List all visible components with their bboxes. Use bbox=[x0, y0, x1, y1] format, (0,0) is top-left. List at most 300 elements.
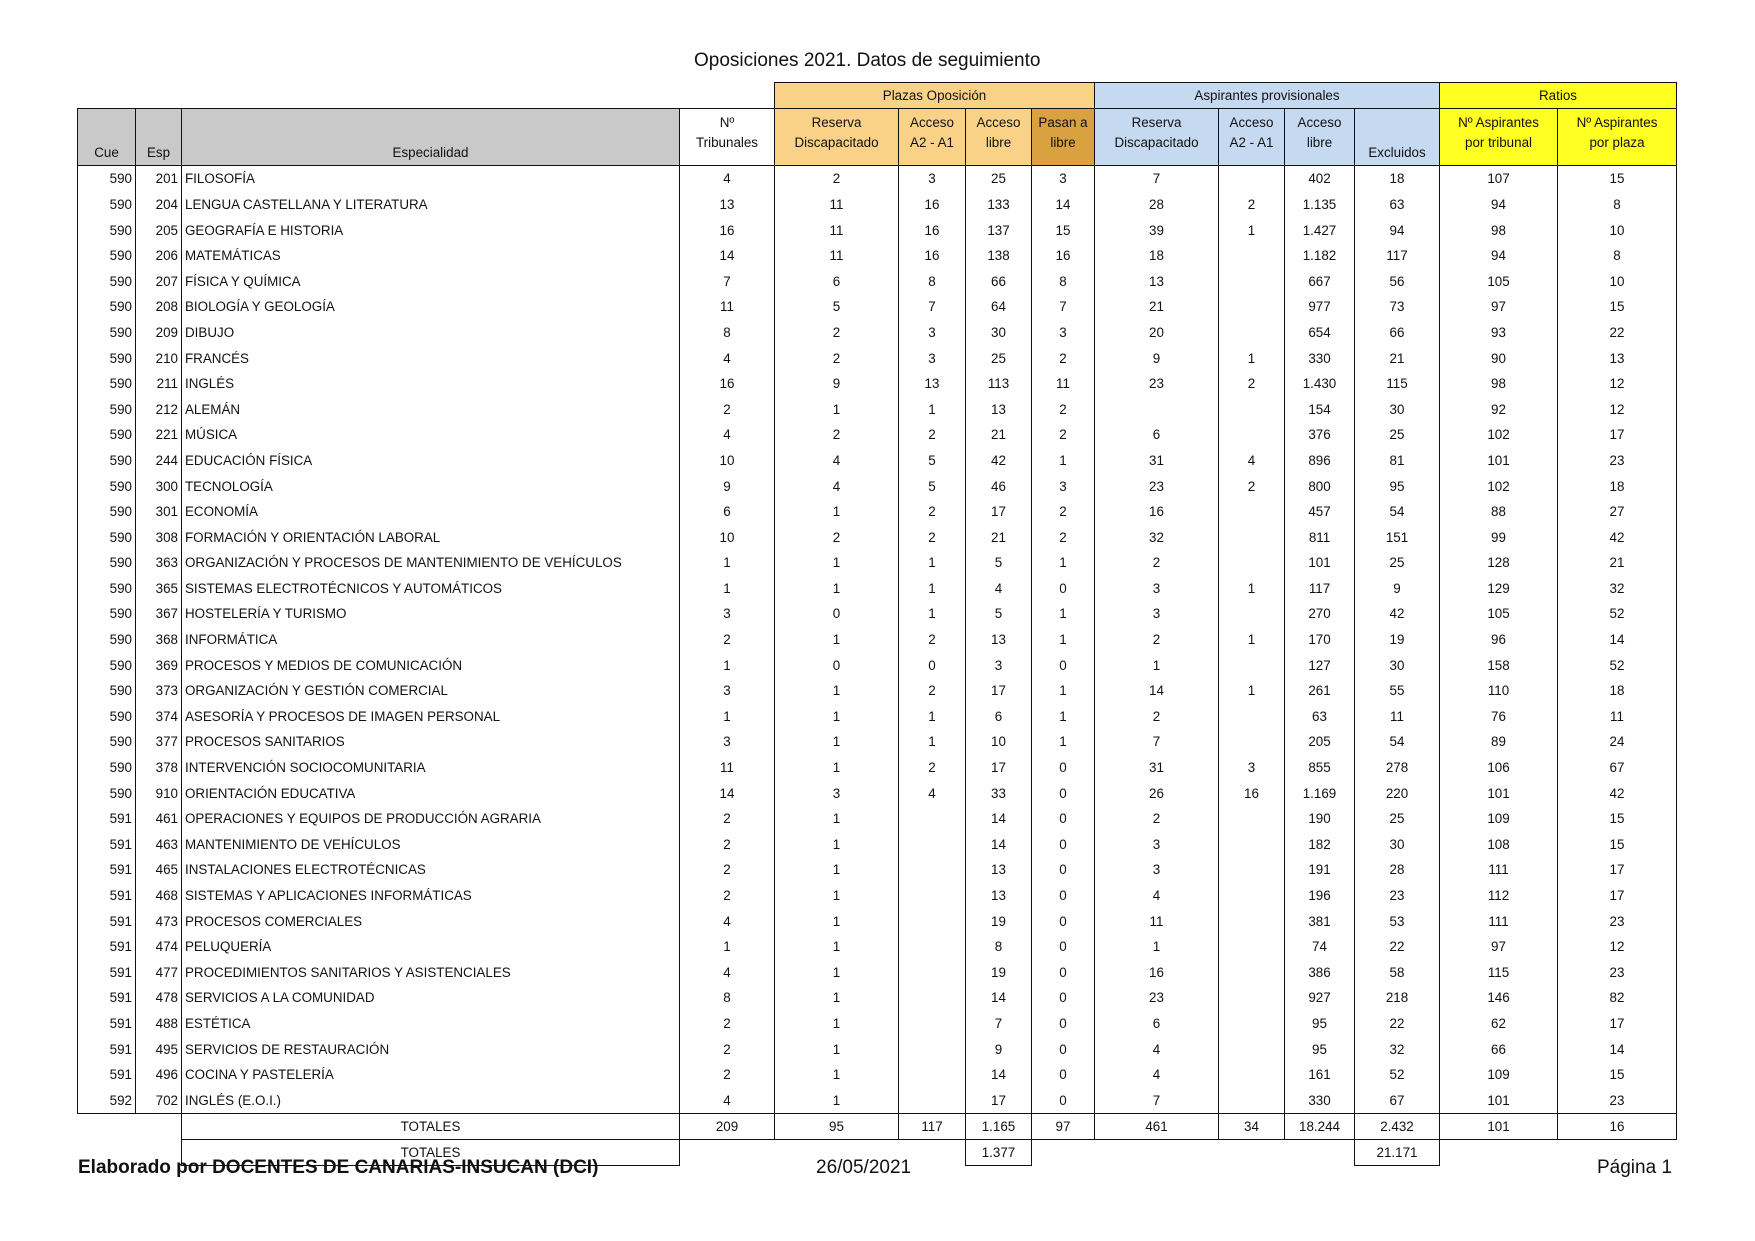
cell-pl-libre: 5 bbox=[966, 601, 1032, 627]
cell-pl-a2a1: 2 bbox=[899, 678, 966, 704]
cell-as-libre: 127 bbox=[1285, 652, 1355, 678]
cell-tribunales: 1 bbox=[680, 576, 775, 602]
cell-ratio-plaza: 23 bbox=[1558, 1087, 1677, 1113]
cell-pl-reserva: 2 bbox=[775, 422, 899, 448]
cell-ratio-plaza: 8 bbox=[1558, 243, 1677, 269]
cell-pl-reserva: 1 bbox=[775, 396, 899, 422]
cell-pl-a2a1: 3 bbox=[899, 345, 966, 371]
cell-esp: 463 bbox=[136, 832, 182, 858]
totals-pl-libre: 1.165 bbox=[966, 1114, 1032, 1140]
cell-ratio-plaza: 23 bbox=[1558, 448, 1677, 474]
cell-especialidad: MANTENIMIENTO DE VEHÍCULOS bbox=[182, 832, 680, 858]
cell-pl-libre: 14 bbox=[966, 985, 1032, 1011]
cell-ratio-tribunal: 96 bbox=[1440, 627, 1558, 653]
cell-as-reserva: 7 bbox=[1095, 166, 1219, 192]
cell-esp: 488 bbox=[136, 1011, 182, 1037]
cell-pl-libre: 13 bbox=[966, 883, 1032, 909]
cell-as-libre: 270 bbox=[1285, 601, 1355, 627]
cell-excluidos: 18 bbox=[1355, 166, 1440, 192]
cell-cue: 591 bbox=[78, 1011, 136, 1037]
cell-as-a2a1 bbox=[1219, 1087, 1285, 1113]
cell-ratio-plaza: 22 bbox=[1558, 320, 1677, 346]
cell-ratio-tribunal: 105 bbox=[1440, 601, 1558, 627]
cell-tribunales: 2 bbox=[680, 396, 775, 422]
cell-as-libre: 855 bbox=[1285, 755, 1355, 781]
cell-as-a2a1 bbox=[1219, 166, 1285, 192]
cell-pl-a2a1 bbox=[899, 934, 966, 960]
cell-especialidad: DIBUJO bbox=[182, 320, 680, 346]
cell-pl-a2a1: 2 bbox=[899, 627, 966, 653]
data-table bbox=[77, 82, 1677, 1166]
cell-cue: 591 bbox=[78, 934, 136, 960]
cell-especialidad: FRANCÉS bbox=[182, 345, 680, 371]
cell-pl-reserva: 1 bbox=[775, 985, 899, 1011]
table-row bbox=[78, 448, 1677, 474]
cell-pl-libre: 14 bbox=[966, 832, 1032, 858]
cell-tribunales: 9 bbox=[680, 473, 775, 499]
cell-pl-libre: 19 bbox=[966, 908, 1032, 934]
cell-esp: 212 bbox=[136, 396, 182, 422]
cell-as-reserva: 14 bbox=[1095, 678, 1219, 704]
cell-tribunales: 7 bbox=[680, 268, 775, 294]
cell-esp: 702 bbox=[136, 1087, 182, 1113]
cell-pl-libre: 46 bbox=[966, 473, 1032, 499]
table-row bbox=[78, 550, 1677, 576]
table-row bbox=[78, 1062, 1677, 1088]
col-cue: Cue bbox=[78, 109, 136, 166]
cell-pasan: 0 bbox=[1032, 857, 1095, 883]
col-pl-a2a1: Acceso A2 - A1 bbox=[899, 109, 966, 166]
cell-cue: 590 bbox=[78, 192, 136, 218]
cell-pl-reserva: 1 bbox=[775, 1062, 899, 1088]
cell-tribunales: 10 bbox=[680, 524, 775, 550]
cell-as-libre: 376 bbox=[1285, 422, 1355, 448]
cell-as-a2a1 bbox=[1219, 422, 1285, 448]
footer-date: 26/05/2021 bbox=[816, 1157, 912, 1178]
cell-ratio-plaza: 82 bbox=[1558, 985, 1677, 1011]
cell-pasan: 1 bbox=[1032, 448, 1095, 474]
cell-cue: 591 bbox=[78, 960, 136, 986]
cell-ratio-plaza: 8 bbox=[1558, 192, 1677, 218]
table-row bbox=[78, 499, 1677, 525]
cell-ratio-tribunal: 109 bbox=[1440, 1062, 1558, 1088]
cell-cue: 590 bbox=[78, 396, 136, 422]
cell-tribunales: 2 bbox=[680, 806, 775, 832]
cell-tribunales: 2 bbox=[680, 857, 775, 883]
cell-as-reserva: 21 bbox=[1095, 294, 1219, 320]
table-row bbox=[78, 908, 1677, 934]
cell-ratio-plaza: 18 bbox=[1558, 473, 1677, 499]
cell-as-reserva: 28 bbox=[1095, 192, 1219, 218]
col-pl-reserva: Reserva Discapacitado bbox=[775, 109, 899, 166]
cell-as-reserva: 2 bbox=[1095, 806, 1219, 832]
cell-as-a2a1: 2 bbox=[1219, 473, 1285, 499]
cell-excluidos: 81 bbox=[1355, 448, 1440, 474]
cell-as-a2a1 bbox=[1219, 550, 1285, 576]
cell-pl-reserva: 2 bbox=[775, 345, 899, 371]
cell-as-reserva: 2 bbox=[1095, 627, 1219, 653]
cell-ratio-tribunal: 109 bbox=[1440, 806, 1558, 832]
cell-tribunales: 2 bbox=[680, 832, 775, 858]
cell-pl-a2a1: 8 bbox=[899, 268, 966, 294]
cell-pasan: 0 bbox=[1032, 908, 1095, 934]
table-row bbox=[78, 268, 1677, 294]
cell-ratio-tribunal: 129 bbox=[1440, 576, 1558, 602]
cell-pl-libre: 6 bbox=[966, 704, 1032, 730]
cell-as-reserva: 7 bbox=[1095, 1087, 1219, 1113]
cell-cue: 590 bbox=[78, 678, 136, 704]
cell-pl-libre: 14 bbox=[966, 806, 1032, 832]
cell-as-a2a1: 3 bbox=[1219, 755, 1285, 781]
cell-tribunales: 1 bbox=[680, 934, 775, 960]
cell-ratio-tribunal: 112 bbox=[1440, 883, 1558, 909]
cell-pl-reserva: 9 bbox=[775, 371, 899, 397]
cell-cue: 590 bbox=[78, 294, 136, 320]
cell-as-a2a1 bbox=[1219, 883, 1285, 909]
cell-ratio-tribunal: 115 bbox=[1440, 960, 1558, 986]
cell-esp: 308 bbox=[136, 524, 182, 550]
cell-pasan: 2 bbox=[1032, 499, 1095, 525]
cell-esp: 201 bbox=[136, 166, 182, 192]
table-row bbox=[78, 243, 1677, 269]
cell-especialidad: SERVICIOS A LA COMUNIDAD bbox=[182, 985, 680, 1011]
cell-ratio-tribunal: 110 bbox=[1440, 678, 1558, 704]
cell-pl-a2a1 bbox=[899, 806, 966, 832]
cell-esp: 208 bbox=[136, 294, 182, 320]
table-row bbox=[78, 217, 1677, 243]
cell-as-libre: 196 bbox=[1285, 883, 1355, 909]
cell-pl-reserva: 1 bbox=[775, 806, 899, 832]
cell-esp: 369 bbox=[136, 652, 182, 678]
cell-tribunales: 10 bbox=[680, 448, 775, 474]
cell-as-libre: 927 bbox=[1285, 985, 1355, 1011]
cell-as-a2a1: 1 bbox=[1219, 678, 1285, 704]
cell-as-libre: 205 bbox=[1285, 729, 1355, 755]
cell-pl-libre: 13 bbox=[966, 396, 1032, 422]
cell-excluidos: 54 bbox=[1355, 729, 1440, 755]
cell-pasan: 2 bbox=[1032, 524, 1095, 550]
cell-esp: 300 bbox=[136, 473, 182, 499]
cell-especialidad: SISTEMAS Y APLICACIONES INFORMÁTICAS bbox=[182, 883, 680, 909]
col-as-libre: Acceso libre bbox=[1285, 109, 1355, 166]
footer-author: Elaborado por DOCENTES DE CANARIAS-INSUCAN (DCI) bbox=[78, 1157, 599, 1178]
cell-as-a2a1: 1 bbox=[1219, 627, 1285, 653]
cell-ratio-plaza: 18 bbox=[1558, 678, 1677, 704]
cell-as-libre: 63 bbox=[1285, 704, 1355, 730]
cell-cue: 591 bbox=[78, 1062, 136, 1088]
cell-as-a2a1 bbox=[1219, 499, 1285, 525]
cell-pl-a2a1: 2 bbox=[899, 524, 966, 550]
cell-pl-libre: 13 bbox=[966, 857, 1032, 883]
cell-cue: 591 bbox=[78, 908, 136, 934]
cell-pl-reserva: 1 bbox=[775, 857, 899, 883]
cell-as-reserva: 3 bbox=[1095, 857, 1219, 883]
cell-tribunales: 1 bbox=[680, 652, 775, 678]
cell-esp: 465 bbox=[136, 857, 182, 883]
cell-as-reserva: 31 bbox=[1095, 448, 1219, 474]
totals-pasan: 97 bbox=[1032, 1114, 1095, 1140]
cell-as-libre: 261 bbox=[1285, 678, 1355, 704]
cell-as-reserva: 6 bbox=[1095, 1011, 1219, 1037]
cell-excluidos: 32 bbox=[1355, 1036, 1440, 1062]
cell-as-reserva: 20 bbox=[1095, 320, 1219, 346]
cell-ratio-plaza: 14 bbox=[1558, 627, 1677, 653]
cell-excluidos: 278 bbox=[1355, 755, 1440, 781]
cell-as-reserva: 16 bbox=[1095, 499, 1219, 525]
cell-especialidad: FORMACIÓN Y ORIENTACIÓN LABORAL bbox=[182, 524, 680, 550]
cell-as-libre: 1.169 bbox=[1285, 780, 1355, 806]
cell-ratio-plaza: 15 bbox=[1558, 832, 1677, 858]
cell-as-a2a1 bbox=[1219, 243, 1285, 269]
cell-as-libre: 667 bbox=[1285, 268, 1355, 294]
cell-pl-libre: 21 bbox=[966, 524, 1032, 550]
cell-esp: 206 bbox=[136, 243, 182, 269]
cell-pl-libre: 14 bbox=[966, 1062, 1032, 1088]
table-row bbox=[78, 780, 1677, 806]
cell-excluidos: 95 bbox=[1355, 473, 1440, 499]
cell-pl-libre: 25 bbox=[966, 166, 1032, 192]
cell-pasan: 16 bbox=[1032, 243, 1095, 269]
cell-as-a2a1 bbox=[1219, 985, 1285, 1011]
cell-pl-reserva: 1 bbox=[775, 883, 899, 909]
cell-pasan: 1 bbox=[1032, 729, 1095, 755]
cell-pl-libre: 19 bbox=[966, 960, 1032, 986]
cell-cue: 590 bbox=[78, 422, 136, 448]
cell-esp: 363 bbox=[136, 550, 182, 576]
cell-pl-reserva: 1 bbox=[775, 755, 899, 781]
cell-ratio-plaza: 11 bbox=[1558, 704, 1677, 730]
cell-cue: 590 bbox=[78, 499, 136, 525]
cell-as-reserva: 23 bbox=[1095, 985, 1219, 1011]
cell-as-a2a1: 4 bbox=[1219, 448, 1285, 474]
cell-ratio-plaza: 10 bbox=[1558, 217, 1677, 243]
cell-ratio-plaza: 24 bbox=[1558, 729, 1677, 755]
cell-esp: 301 bbox=[136, 499, 182, 525]
cell-especialidad: FÍSICA Y QUÍMICA bbox=[182, 268, 680, 294]
table-row bbox=[78, 755, 1677, 781]
cell-especialidad: INGLÉS (E.O.I.) bbox=[182, 1087, 680, 1113]
cell-pasan: 1 bbox=[1032, 601, 1095, 627]
cell-esp: 910 bbox=[136, 780, 182, 806]
cell-pl-libre: 10 bbox=[966, 729, 1032, 755]
cell-esp: 221 bbox=[136, 422, 182, 448]
cell-pasan: 0 bbox=[1032, 1087, 1095, 1113]
cell-ratio-plaza: 17 bbox=[1558, 857, 1677, 883]
cell-pl-reserva: 6 bbox=[775, 268, 899, 294]
cell-ratio-tribunal: 97 bbox=[1440, 294, 1558, 320]
cell-ratio-tribunal: 97 bbox=[1440, 934, 1558, 960]
cell-pasan: 0 bbox=[1032, 755, 1095, 781]
totals-excluidos: 2.432 bbox=[1355, 1114, 1440, 1140]
cell-pl-reserva: 11 bbox=[775, 192, 899, 218]
table-row bbox=[78, 729, 1677, 755]
totals2-aspirantes: 21.171 bbox=[1355, 1140, 1440, 1166]
table-row bbox=[78, 320, 1677, 346]
cell-cue: 590 bbox=[78, 473, 136, 499]
cell-pasan: 7 bbox=[1032, 294, 1095, 320]
cell-as-a2a1 bbox=[1219, 294, 1285, 320]
totals-row bbox=[78, 1114, 1677, 1140]
cell-as-a2a1: 16 bbox=[1219, 780, 1285, 806]
cell-as-libre: 457 bbox=[1285, 499, 1355, 525]
cell-tribunales: 3 bbox=[680, 601, 775, 627]
cell-pasan: 14 bbox=[1032, 192, 1095, 218]
cell-pl-libre: 8 bbox=[966, 934, 1032, 960]
totals-ratio-plaza: 16 bbox=[1558, 1114, 1677, 1140]
cell-as-libre: 1.182 bbox=[1285, 243, 1355, 269]
cell-pasan: 1 bbox=[1032, 627, 1095, 653]
cell-esp: 365 bbox=[136, 576, 182, 602]
cell-ratio-plaza: 17 bbox=[1558, 883, 1677, 909]
cell-excluidos: 21 bbox=[1355, 345, 1440, 371]
cell-pl-a2a1: 2 bbox=[899, 422, 966, 448]
cell-excluidos: 42 bbox=[1355, 601, 1440, 627]
cell-especialidad: BIOLOGÍA Y GEOLOGÍA bbox=[182, 294, 680, 320]
cell-esp: 461 bbox=[136, 806, 182, 832]
cell-ratio-tribunal: 102 bbox=[1440, 422, 1558, 448]
cell-cue: 591 bbox=[78, 806, 136, 832]
cell-esp: 210 bbox=[136, 345, 182, 371]
cell-ratio-tribunal: 108 bbox=[1440, 832, 1558, 858]
cell-ratio-tribunal: 89 bbox=[1440, 729, 1558, 755]
cell-tribunales: 4 bbox=[680, 960, 775, 986]
cell-pl-reserva: 4 bbox=[775, 473, 899, 499]
cell-pl-reserva: 0 bbox=[775, 601, 899, 627]
cell-especialidad: PROCESOS SANITARIOS bbox=[182, 729, 680, 755]
cell-excluidos: 94 bbox=[1355, 217, 1440, 243]
cell-tribunales: 16 bbox=[680, 371, 775, 397]
cell-as-libre: 154 bbox=[1285, 396, 1355, 422]
cell-pl-a2a1: 1 bbox=[899, 550, 966, 576]
cell-ratio-tribunal: 105 bbox=[1440, 268, 1558, 294]
col-as-a2a1: Acceso A2 - A1 bbox=[1219, 109, 1285, 166]
cell-as-a2a1 bbox=[1219, 934, 1285, 960]
cell-ratio-tribunal: 111 bbox=[1440, 857, 1558, 883]
group-ratios: Ratios bbox=[1440, 83, 1677, 109]
cell-ratio-tribunal: 101 bbox=[1440, 780, 1558, 806]
cell-excluidos: 25 bbox=[1355, 550, 1440, 576]
cell-tribunales: 1 bbox=[680, 704, 775, 730]
cell-ratio-plaza: 42 bbox=[1558, 524, 1677, 550]
cell-pl-a2a1: 1 bbox=[899, 396, 966, 422]
table-row bbox=[78, 166, 1677, 192]
table-row bbox=[78, 192, 1677, 218]
cell-as-a2a1: 2 bbox=[1219, 371, 1285, 397]
cell-as-reserva: 4 bbox=[1095, 883, 1219, 909]
cell-ratio-tribunal: 98 bbox=[1440, 217, 1558, 243]
cell-ratio-tribunal: 101 bbox=[1440, 1087, 1558, 1113]
cell-excluidos: 151 bbox=[1355, 524, 1440, 550]
cell-pl-a2a1: 7 bbox=[899, 294, 966, 320]
cell-as-libre: 381 bbox=[1285, 908, 1355, 934]
cell-cue: 590 bbox=[78, 780, 136, 806]
cell-excluidos: 28 bbox=[1355, 857, 1440, 883]
cell-excluidos: 54 bbox=[1355, 499, 1440, 525]
cell-tribunales: 8 bbox=[680, 985, 775, 1011]
table-row bbox=[78, 1036, 1677, 1062]
cell-ratio-tribunal: 107 bbox=[1440, 166, 1558, 192]
totals-as-reserva: 461 bbox=[1095, 1114, 1219, 1140]
group-plazas: Plazas Oposición bbox=[775, 83, 1095, 109]
cell-ratio-plaza: 52 bbox=[1558, 652, 1677, 678]
cell-pl-a2a1 bbox=[899, 985, 966, 1011]
cell-pl-reserva: 1 bbox=[775, 1087, 899, 1113]
cell-as-reserva: 3 bbox=[1095, 832, 1219, 858]
table-row bbox=[78, 857, 1677, 883]
cell-excluidos: 115 bbox=[1355, 371, 1440, 397]
cell-ratio-plaza: 32 bbox=[1558, 576, 1677, 602]
cell-pasan: 0 bbox=[1032, 652, 1095, 678]
cell-esp: 211 bbox=[136, 371, 182, 397]
table-row bbox=[78, 1087, 1677, 1113]
cell-especialidad: PROCESOS COMERCIALES bbox=[182, 908, 680, 934]
cell-as-a2a1 bbox=[1219, 704, 1285, 730]
cell-pl-libre: 137 bbox=[966, 217, 1032, 243]
cell-ratio-tribunal: 90 bbox=[1440, 345, 1558, 371]
cell-as-libre: 1.135 bbox=[1285, 192, 1355, 218]
cell-esp: 205 bbox=[136, 217, 182, 243]
cell-pl-reserva: 11 bbox=[775, 243, 899, 269]
cell-excluidos: 9 bbox=[1355, 576, 1440, 602]
cell-pl-a2a1: 4 bbox=[899, 780, 966, 806]
cell-esp: 244 bbox=[136, 448, 182, 474]
cell-cue: 590 bbox=[78, 627, 136, 653]
cell-ratio-plaza: 52 bbox=[1558, 601, 1677, 627]
cell-tribunales: 4 bbox=[680, 345, 775, 371]
cell-as-reserva: 31 bbox=[1095, 755, 1219, 781]
cell-esp: 474 bbox=[136, 934, 182, 960]
cell-as-reserva: 18 bbox=[1095, 243, 1219, 269]
cell-esp: 374 bbox=[136, 704, 182, 730]
cell-pl-reserva: 1 bbox=[775, 576, 899, 602]
cell-pasan: 2 bbox=[1032, 345, 1095, 371]
cell-ratio-tribunal: 106 bbox=[1440, 755, 1558, 781]
cell-ratio-plaza: 15 bbox=[1558, 1062, 1677, 1088]
cell-as-libre: 170 bbox=[1285, 627, 1355, 653]
totals-pl-a2a1: 117 bbox=[899, 1114, 966, 1140]
cell-ratio-tribunal: 94 bbox=[1440, 192, 1558, 218]
cell-ratio-plaza: 15 bbox=[1558, 294, 1677, 320]
cell-as-libre: 977 bbox=[1285, 294, 1355, 320]
cell-ratio-plaza: 15 bbox=[1558, 806, 1677, 832]
cell-pasan: 0 bbox=[1032, 576, 1095, 602]
cell-excluidos: 67 bbox=[1355, 1087, 1440, 1113]
cell-pl-a2a1: 1 bbox=[899, 576, 966, 602]
cell-ratio-tribunal: 99 bbox=[1440, 524, 1558, 550]
cell-as-a2a1 bbox=[1219, 524, 1285, 550]
cell-tribunales: 2 bbox=[680, 627, 775, 653]
cell-tribunales: 11 bbox=[680, 755, 775, 781]
cell-especialidad: EDUCACIÓN FÍSICA bbox=[182, 448, 680, 474]
cell-as-a2a1 bbox=[1219, 1036, 1285, 1062]
cell-pl-libre: 25 bbox=[966, 345, 1032, 371]
cell-ratio-plaza: 12 bbox=[1558, 934, 1677, 960]
cell-pl-reserva: 1 bbox=[775, 704, 899, 730]
cell-ratio-plaza: 21 bbox=[1558, 550, 1677, 576]
cell-pl-reserva: 1 bbox=[775, 960, 899, 986]
cell-cue: 590 bbox=[78, 166, 136, 192]
table-row bbox=[78, 678, 1677, 704]
cell-as-a2a1 bbox=[1219, 1062, 1285, 1088]
cell-as-libre: 1.430 bbox=[1285, 371, 1355, 397]
cell-esp: 204 bbox=[136, 192, 182, 218]
cell-ratio-plaza: 15 bbox=[1558, 166, 1677, 192]
cell-ratio-plaza: 12 bbox=[1558, 371, 1677, 397]
cell-pl-a2a1 bbox=[899, 1087, 966, 1113]
cell-as-a2a1 bbox=[1219, 960, 1285, 986]
cell-pasan: 0 bbox=[1032, 832, 1095, 858]
cell-pl-reserva: 1 bbox=[775, 1036, 899, 1062]
